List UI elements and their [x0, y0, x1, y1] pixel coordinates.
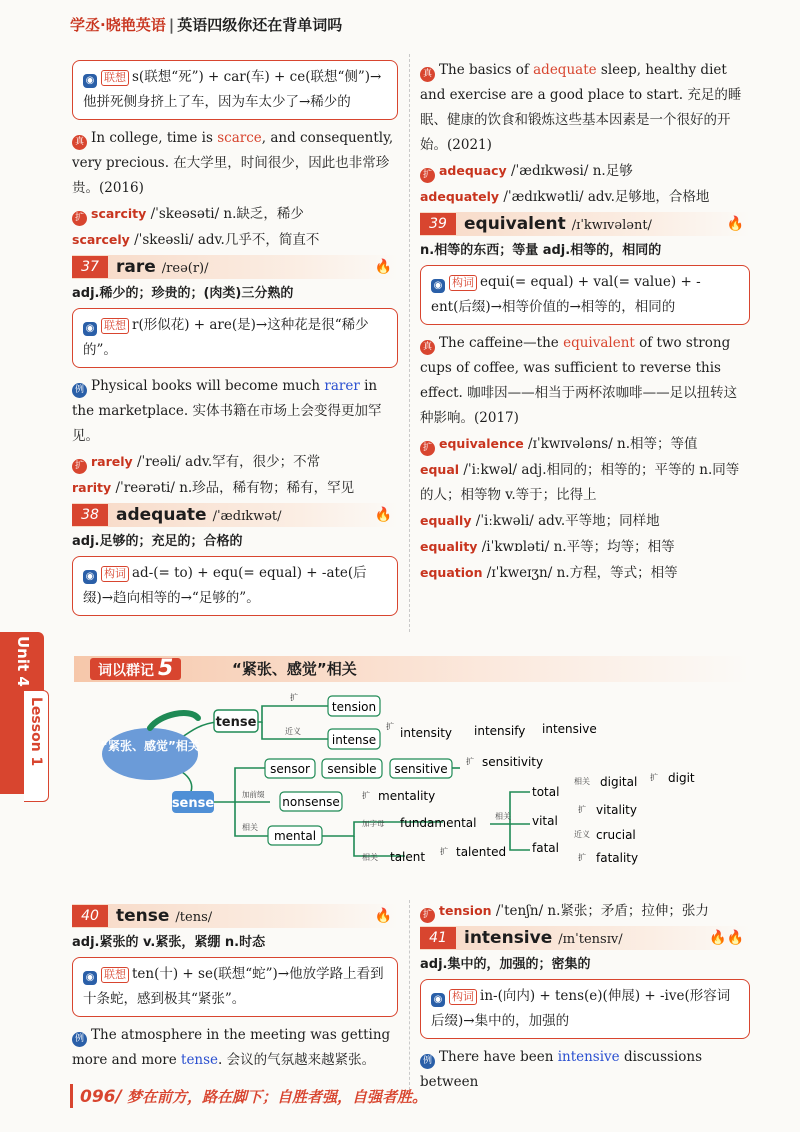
branch-label: 扩	[650, 773, 658, 782]
derivative: 扩 adequacy /ˈædɪkwəsi/ n.足够	[420, 158, 750, 184]
right-column	[420, 58, 750, 586]
branch-label: 相关	[362, 853, 378, 862]
node-label: total	[532, 785, 560, 799]
keyword: equivalent	[563, 335, 635, 351]
branch-label: 扩	[466, 757, 474, 766]
entry-number: 40	[72, 905, 108, 927]
node-sensitive	[390, 759, 452, 778]
node-label: digital	[600, 775, 638, 789]
entry-number: 38	[72, 504, 108, 526]
node-label: mentality	[378, 789, 436, 803]
node-label: fatal	[532, 841, 559, 855]
keyword: tense	[181, 1052, 219, 1068]
extend-icon: 扩	[420, 441, 435, 456]
brain-icon: ◉	[431, 279, 445, 293]
derivative: equal /ˈiːkwəl/ adj.相同的；相等的；平等的 n.同等的人；相等物 v.等于；比得上	[420, 462, 740, 503]
phonetic: /ˈædɪkwət/	[212, 509, 282, 524]
bottom-right-column	[420, 898, 750, 1095]
node-label: talent	[390, 850, 426, 864]
brain-icon: ◉	[83, 74, 97, 88]
node-label: mental	[273, 829, 317, 843]
page-header: 学丞·晓艳英语 | 英语四级你还在背单词吗	[70, 16, 343, 34]
example-intensive: 例 There have been intensive discussions between	[420, 1049, 703, 1090]
node-nonsense	[280, 792, 342, 811]
group-label: 词以群记 5	[90, 658, 181, 680]
branch-label: 扩	[386, 722, 394, 731]
entry-head-intensive	[420, 926, 750, 950]
derivative: equation /ɪˈkweɪʒn/ n.方程，等式；相等	[420, 565, 678, 581]
definition: adj.紧张的 v.紧张，紧绷 n.时态	[72, 935, 266, 950]
column-divider-bottom	[409, 900, 410, 1090]
branch-label: 扩	[578, 805, 586, 814]
example-rare: 例 Physical books will become much rarer in the marketplace. 实体书籍在市场上会变得更加罕见。	[72, 378, 382, 444]
entry-head-rare	[72, 255, 398, 279]
brain-icon: ◉	[431, 993, 445, 1007]
branch-label: 近义	[574, 830, 590, 839]
entry-word: equivalent	[464, 214, 566, 234]
branch-label: 扩	[440, 847, 448, 856]
phonetic: /ɪˈkwɪvələnt/	[571, 218, 652, 233]
node-label: fatality	[596, 851, 639, 865]
node-label: intensity	[400, 726, 453, 740]
keyword: intensive	[557, 1049, 620, 1065]
lesson-label: Lesson 1	[28, 697, 44, 767]
node-sensor	[265, 759, 315, 778]
memory-box-tense: ◉ 联想 ten(十) + se(联想“蛇”)→他放学路上看到十条蛇，感到极其“紧张”。	[72, 957, 398, 1017]
node-label: intense	[331, 733, 377, 747]
definition: adj.集中的，加强的；密集的	[420, 957, 591, 972]
memory-box-rare: ◉ 联想 r(形似花) + are(是)→这种花是很“稀少的”。	[72, 308, 398, 368]
exam-icon: 真	[420, 67, 435, 82]
entry-word: rare	[116, 257, 156, 277]
phonetic: /tens/	[175, 910, 213, 925]
column-divider	[409, 54, 410, 632]
phonetic: /ɪnˈtensɪv/	[558, 932, 623, 947]
brand: 学丞·晓艳英语	[70, 16, 166, 34]
node-label: tension	[331, 700, 377, 714]
extend-icon: 扩	[72, 211, 87, 226]
node-label: vitality	[596, 803, 637, 817]
fire-icon: 🔥	[374, 507, 392, 523]
branch-label: 近义	[285, 727, 301, 736]
branch-label: 加字母	[362, 819, 385, 828]
example-tense: 例 The atmosphere in the meeting was getting more and more tense. 会议的气氛越来越紧张。	[72, 1027, 391, 1068]
center-label: “紧张、感觉”相关	[100, 739, 200, 753]
example-adequate: 真 The basics of adequate sleep, healthy diet and exercise are a good place to start. 充足的睡眠、健康的饮食和锻炼这些基本因素是一个很好的开始。(2021)	[420, 62, 742, 153]
node-tension	[328, 696, 380, 716]
page-footer	[80, 1086, 427, 1107]
example-icon: 例	[72, 1032, 87, 1047]
derivative: adequately /ˈædɪkwətli/ adv.足够地，合格地	[420, 189, 710, 205]
branch-label: 扩	[290, 693, 298, 702]
derivative: equally /ˈiːkwəli/ adv.平等地；同样地	[420, 513, 660, 529]
node-label: talented	[456, 845, 507, 859]
entry-head-equivalent	[420, 212, 750, 236]
phonetic: /reə(r)/	[161, 261, 209, 276]
fire-icon: 🔥	[374, 259, 392, 275]
word-group-banner	[74, 656, 750, 682]
entry-number: 37	[72, 256, 108, 278]
keyword: adequate	[533, 62, 597, 78]
memory-box-equivalent: ◉ 构词 equi(= equal) + val(= value) + -ent(后缀)→相等价值的→相等的，相同的	[420, 265, 750, 325]
fire-icon: 🔥	[726, 216, 744, 232]
mind-map	[90, 684, 750, 880]
center-cloud	[100, 713, 200, 780]
node-label: sensor	[270, 762, 310, 776]
branch-label: 加前缀	[242, 790, 265, 799]
fire-icon: 🔥	[374, 908, 392, 924]
memory-tag: 联想	[101, 70, 129, 86]
node-label: intensify	[474, 724, 526, 738]
memory-box-intensive: ◉ 构词 in-(向内) + tens(e)(伸展) + -ive(形容词后缀)→集中的，加强的	[420, 979, 750, 1039]
node-label: tense	[215, 715, 257, 730]
keyword: rarer	[324, 378, 360, 394]
branch-label: 扩	[578, 853, 586, 862]
derivative: 扩 rarely /ˈreəli/ adv.罕有，很少；不常	[72, 449, 398, 475]
memory-box-adequate: ◉ 构词 ad-(= to) + equ(= equal) + -ate(后缀)→趋向相等的→“足够的”。	[72, 556, 398, 616]
brain-icon: ◉	[83, 322, 97, 336]
node-label: fundamental	[400, 816, 477, 830]
left-column	[72, 58, 398, 622]
entry-number: 39	[420, 213, 456, 235]
node-sensible	[322, 759, 382, 778]
derivative: rarity /ˈreərəti/ n.珍品，稀有物；稀有，罕见	[72, 480, 355, 496]
branch-label: 相关	[242, 823, 258, 832]
example-scarce: 真 In college, time is scarce, and consequently, very precious. 在大学里，时间很少，因此也非常珍贵。(2016)	[72, 130, 394, 196]
entry-word: intensive	[464, 928, 553, 948]
definition: n.相等的东西；等量 adj.相等的，相同的	[420, 243, 662, 258]
node-intense	[328, 729, 380, 749]
derivative: scarcely /ˈskeəsli/ adv.几乎不，简直不	[72, 232, 320, 248]
brain-icon: ◉	[83, 570, 97, 584]
memory-box-scarce	[72, 60, 398, 120]
example-icon: 例	[72, 383, 87, 398]
lesson-tab	[24, 690, 49, 802]
branch-label: 相关	[574, 777, 590, 786]
fire-icon: 🔥🔥	[709, 930, 744, 946]
footer-bar	[70, 1084, 73, 1108]
extend-icon: 扩	[420, 908, 435, 923]
memory-text: s(联想“死”) + car(车) + ce(联想“侧”)→他拼死侧身挤上了车，因为车太少了→稀少的	[83, 69, 382, 110]
derivative: 扩 scarcity /ˈskeəsəti/ n.缺乏，稀少	[72, 201, 398, 227]
example-icon: 例	[420, 1054, 435, 1069]
node-mental	[268, 826, 322, 845]
definition: adj.足够的；充足的；合格的	[72, 534, 243, 549]
entry-head-tense	[72, 904, 398, 928]
node-label: vital	[532, 814, 558, 828]
book-title: 英语四级你还在背单词吗	[177, 16, 343, 34]
node-label: nonsense	[282, 795, 340, 809]
entry-head-adequate	[72, 503, 398, 527]
exam-icon: 真	[420, 340, 435, 355]
node-label: crucial	[596, 828, 636, 842]
node-sense	[172, 791, 215, 813]
node-tense	[214, 710, 258, 732]
brain-icon: ◉	[83, 971, 97, 985]
node-label: sensitivity	[482, 755, 544, 769]
unit-label: Unit 4	[14, 636, 32, 687]
group-title: “紧张、感觉”相关	[232, 660, 357, 678]
entry-word: tense	[116, 906, 170, 926]
node-label: sense	[171, 796, 215, 811]
node-label: digit	[668, 771, 695, 785]
bottom-left-column	[72, 902, 398, 1073]
keyword: scarce	[217, 130, 262, 146]
branch-label: 扩	[362, 791, 370, 800]
example-equivalent: 真 The caffeine—the equivalent of two strong cups of coffee, was sufficient to reverse this effect. 咖啡因——相当于两杯浓咖啡——足以扭转这种影响。(2017)	[420, 335, 738, 426]
page-number: 096/	[80, 1087, 122, 1107]
entry-number: 41	[420, 927, 456, 949]
node-label: intensive	[542, 722, 597, 736]
node-label: sensitive	[394, 762, 448, 776]
derivative: 扩 equivalence /ɪˈkwɪvələns/ n.相等；等值	[420, 431, 750, 457]
definition: adj.稀少的；珍贵的；(肉类)三分熟的	[72, 286, 294, 301]
node-label: sensible	[327, 762, 377, 776]
extend-icon: 扩	[420, 168, 435, 183]
extend-icon: 扩	[72, 459, 87, 474]
branch-label: 相关	[495, 812, 511, 821]
entry-word: adequate	[116, 505, 207, 525]
footer-motto: 梦在前方，路在脚下；自胜者强，自强者胜。	[126, 1088, 427, 1106]
exam-icon: 真	[72, 135, 87, 150]
derivative: equality /iˈkwɒləti/ n.平等；均等；相等	[420, 539, 675, 555]
derivative: 扩 tension /ˈtenʃn/ n.紧张；矛盾；拉伸；张力	[420, 898, 750, 924]
